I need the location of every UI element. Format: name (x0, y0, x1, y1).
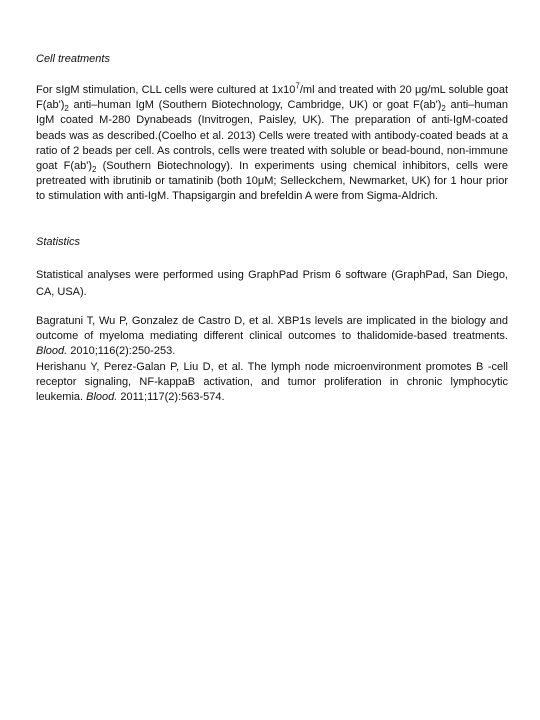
exponent: 7 (295, 81, 300, 91)
reference-citation: 2011;117(2):563-574. (117, 391, 225, 404)
subscript: 2 (91, 165, 97, 175)
reference-journal: Blood. (36, 345, 68, 358)
cell-treatments-text-5: (Southern Biotechnology). In experiments using chemical inhibitors, cells were pretreated with ibrutinib or tamatinib (both 10μM; Selleckchem, Newmarket, UK) for 1 hour prior to stimulation with anti-IgM. Thapsigargin and brefeldin A were from Sigma-Aldrich. (36, 160, 508, 203)
reference-item (36, 360, 508, 406)
subscript: 2 (64, 104, 69, 114)
cell-treatments-text-2: /ml and treated with 20 μg/mL soluble goat F(ab') (36, 84, 509, 112)
reference-text: Bagratuni T, Wu P, Gonzalez de Castro D, et al. XBP1s levels are implicated in the biology and outcome of myeloma mediating different clinical outcomes to thalidomide-based treatments. (36, 315, 508, 343)
statistics-heading: Statistics (36, 236, 81, 248)
subscript: 2 (441, 104, 446, 114)
cell-treatments-text-3: anti–human IgM (Southern Biotechnology, Cambridge, UK) or goat F(ab') (68, 99, 442, 112)
document-page (36, 0, 508, 720)
cell-treatments-paragraph (36, 83, 508, 205)
cell-treatments-text-4: anti–human IgM coated M-280 Dynabeads (Invitrogen, Paisley, UK). The preparation of anti-IgM-coated beads was as described.(Coelho et al. 2013) Cells were treated with antibody-coated beads at a ratio of 2 beads per cell. As controls, cells were treated with soluble or bead-bound, non-immune goat F(ab') (36, 99, 508, 173)
reference-text: Herishanu Y, Perez-Galan P, Liu D, et al. The lymph node microenvironment promotes B -cell receptor signaling, NF-kappaB activation, and tumor proliferation in chronic lymphocytic leukemia. (36, 360, 508, 404)
statistics-paragraph: Statistical analyses were performed using GraphPad Prism 6 software (GraphPad, San Diego, CA, USA). (36, 269, 508, 298)
cell-treatments-heading: Cell treatments (36, 53, 110, 65)
references-list (36, 314, 508, 405)
reference-citation: 2010;116(2):250-253. (67, 345, 176, 358)
cell-treatments-text-1: For sIgM stimulation, CLL cells were cultured at 1x10 (36, 84, 296, 96)
reference-item (36, 314, 508, 360)
reference-journal: Blood. (86, 391, 118, 404)
